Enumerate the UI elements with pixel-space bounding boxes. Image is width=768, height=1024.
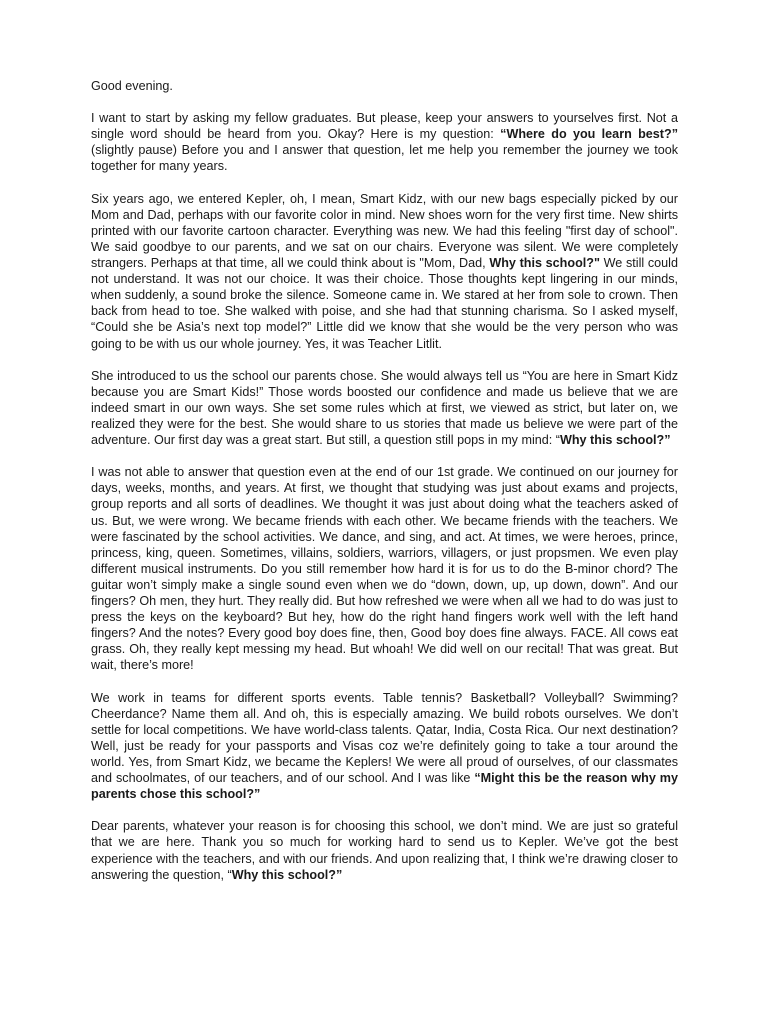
paragraph-first-day [91, 191, 678, 352]
paragraph-question-text: I want to start by asking my fellow graduates. But please, keep your answers to yourselves first. Not a single word should be heard from you. Okay? Here is my question: [91, 111, 678, 142]
question-bold: “Where do you learn best?” [500, 127, 678, 142]
paragraph-question [91, 110, 678, 174]
paragraph-teacher [91, 368, 678, 448]
paragraph-question-text-end: (slightly pause) Before you and I answer that question, let me help you remember the journey we took together for many years. [91, 143, 678, 174]
why-this-school-bold: Why this school?” [231, 867, 343, 882]
might-this-be-bold: “Might this be the reason why my parents chose this school?” [91, 771, 678, 802]
paragraph-parents [91, 818, 678, 882]
paragraph-first-day-text-end: We still could not understand. It was not our choice. It was their choice. Those thoughts kept lingering in our minds, when suddenly, a sound broke the silence. Someone came in. We stared at her from sole to crown. Then back from head to toe. She walked with poise, and she had that stunning charisma. So I asked myself, “Could she be Asia’s next top model?” Little did we know that she would be the very person who was going to be with us our whole journey. Yes, it was Teacher Litlit. [91, 256, 678, 351]
why-this-school-bold: Why this school?" [489, 256, 600, 271]
paragraph-teacher-text: She introduced to us the school our parents chose. She would always tell us “You are here in Smart Kidz because you are Smart Kids!” Those words boosted our confidence and made us believe that we are indeed smart in our own ways. She set some rules which at first, we viewed as strict, but later on, we realized they were for the best. She would share to us stories that made us believe we were part of the adventure. Our first day was a great start. But still, a question still pops in my mind: “ [91, 368, 678, 448]
greeting-paragraph: Good evening. [91, 79, 173, 93]
paragraph-first-day-text: Six years ago, we entered Kepler, oh, I mean, Smart Kidz, with our new bags especially picked by our Mom and Dad, perhaps with our favorite color in mind. New shoes worn for the very first time. New shirts printed with our favorite cartoon character. Everything was new. We had this feeling "first day of school". We said goodbye to our parents, and we sat on our chairs. Everyone was silent. We were completely strangers. Perhaps at that time, all we could think about is "Mom, Dad, [91, 191, 678, 271]
paragraph-teams-text: We work in teams for different sports events. Table tennis? Basketball? Volleyball? Swimming? Cheerdance? Name them all. And oh, this is especially amazing. We build robots ourselves. We don’t settle for local competitions. We have world-class talents. Qatar, India, Costa Rica. Our next destination? Well, just be ready for your passports and Visas coz we’re definitely going to take a tour around the world. Yes, from Smart Kidz, we became the Keplers! We were all proud of ourselves, of our classmates and schoolmates, of our teachers, and of our school. And I was like [91, 690, 678, 786]
why-this-school-bold: Why this school?” [559, 433, 671, 448]
paragraph-journey: I was not able to answer that question even at the end of our 1st grade. We continued on our journey for days, weeks, months, and years. At first, we thought that studying was just about exams and projects, group reports and all sorts of deadlines. We thought it was just about doing what the teachers asked of us. But, we were wrong. We became friends with each other. We became friends with the teachers. We were fascinated by the school activities. We dance, and sing, and act. At times, we were heroes, prince, princess, king, queen. Sometimes, villains, soldiers, warriors, villagers, or just propsmen. We even play different musical instruments. Do you still remember how hard it is for us to do the B-minor chord? The guitar won’t simply make a single sound even when we do “down, down, up, up down, down”. And our fingers? Oh men, they hurt. They really did. But how refreshed we were when all we had to do was just to press the keys on the keyboard? But hey, how do the right hand fingers work well with the left hand fingers? And the notes? Every good boy does fine, then, Good boy does fine always. FACE. All cows eat grass. Oh, they really kept messing my head. But whoah! We did well on our recital! That was great. But wait, there’s more! [91, 465, 678, 673]
paragraph-teams [91, 690, 678, 803]
paragraph-parents-text: Dear parents, whatever your reason is for choosing this school, we don’t mind. We are just so grateful that we are here. Thank you so much for working hard to send us to Kepler. We’ve got the best experience with the teachers, and with our friends. And upon realizing that, I think we’re drawing closer to answering the question, “ [91, 819, 678, 882]
